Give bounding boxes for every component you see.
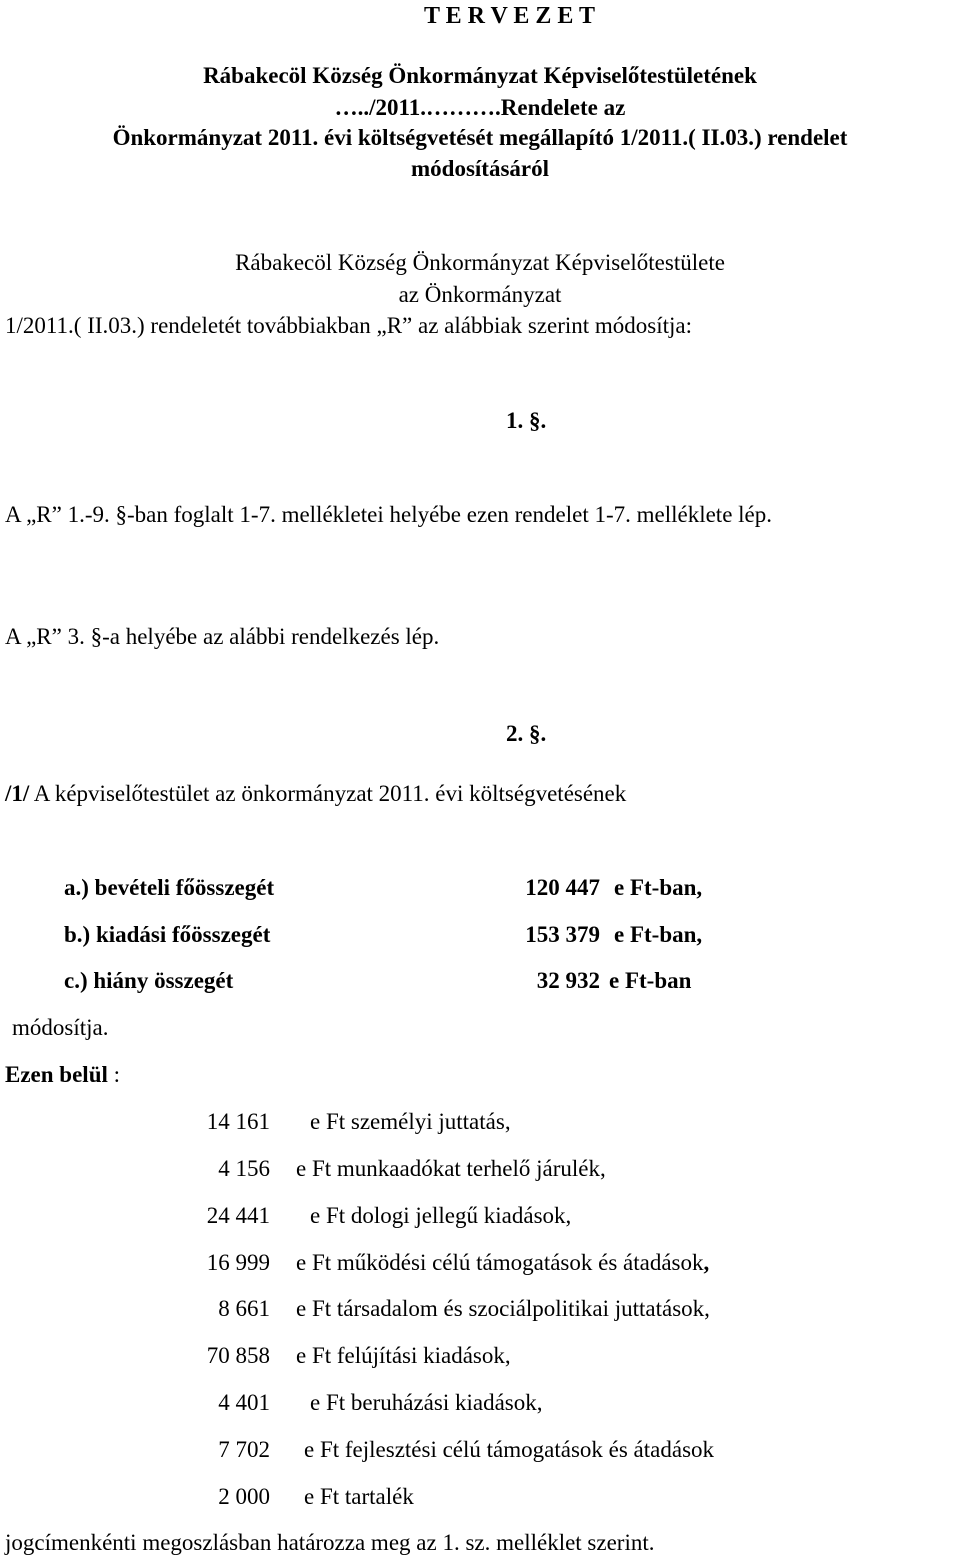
modifies-text: módosítja. [12, 1015, 109, 1040]
section-2-heading: 2. §. [506, 721, 547, 746]
revenue-total-unit: e Ft-ban, [614, 875, 703, 900]
revenue-total-label: a.) bevételi főösszegét [64, 875, 275, 900]
item-text: e Ft fejlesztési célú támogatások és átadások [304, 1437, 715, 1462]
item-text: e Ft dologi jellegű kiadások, [310, 1203, 572, 1228]
section-1-paragraph-1: A „R” 1.-9. §-ban foglalt 1-7. mellékletei helyébe ezen rendelet 1-7. melléklete lép. [5, 502, 772, 527]
item-text: e Ft felújítási kiadások, [296, 1343, 511, 1368]
title-line-1: Rábakecöl Község Önkormányzat Képviselőtestületének [203, 63, 757, 88]
item-amount: 7 702 [218, 1437, 270, 1462]
expenditure-total-unit: e Ft-ban, [614, 922, 703, 947]
preamble-line-3: 1/2011.( II.03.) rendeletét továbbiakban „R” az alábbiak szerint módosítja: [5, 313, 692, 338]
deficit-unit: e Ft-ban [609, 968, 692, 993]
item-amount: 4 401 [218, 1390, 270, 1415]
item-text: e Ft beruházási kiadások, [310, 1390, 543, 1415]
within-colon: : [107, 1062, 121, 1087]
deficit-amount: 32 932 [536, 968, 600, 993]
item-amount: 70 858 [206, 1343, 270, 1368]
title-line-4: módosításáról [411, 156, 549, 181]
item-text: e Ft működési célú támogatások és átadások [296, 1250, 704, 1275]
item-text: e Ft társadalom és szociálpolitikai juttatások, [296, 1296, 710, 1321]
title-line-3: Önkormányzat 2011. évi költségvetését megállapító 1/2011.( II.03.) rendelet [112, 125, 848, 150]
section-2-intro [5, 782, 626, 805]
within-heading [5, 1063, 120, 1086]
item-amount: 16 999 [206, 1250, 270, 1275]
draft-label: T E R V E Z E T [424, 3, 595, 29]
item-amount: 24 441 [206, 1203, 270, 1228]
section-2-intro-text: A képviselőtestület az önkormányzat 2011. évi költségvetésének [29, 781, 627, 806]
item-text: e Ft tartalék [304, 1484, 414, 1509]
revenue-total-amount: 120 447 [525, 875, 600, 900]
title-line-2: …../2011.……….Rendelete az [334, 95, 626, 120]
within-label: Ezen belül [5, 1062, 108, 1087]
item-amount: 4 156 [218, 1156, 270, 1181]
deficit-label: c.) hiány összegét [64, 968, 234, 993]
preamble-line-2: az Önkormányzat [398, 282, 562, 307]
item-amount: 2 000 [218, 1484, 270, 1509]
section-1-paragraph-2: A „R” 3. §-a helyébe az alábbi rendelkezés lép. [5, 624, 440, 649]
item-amount: 14 161 [206, 1109, 270, 1134]
paragraph-number: /1/ [5, 781, 30, 806]
expenditure-total-amount: 153 379 [525, 922, 600, 947]
item-text: e Ft munkaadókat terhelő járulék, [296, 1156, 606, 1181]
section-1-heading: 1. §. [506, 408, 547, 433]
item-amount: 8 661 [218, 1296, 270, 1321]
item-text: e Ft személyi juttatás, [310, 1109, 511, 1134]
preamble-line-1: Rábakecöl Község Önkormányzat Képviselőtestülete [235, 250, 725, 275]
item-text-row [296, 1251, 709, 1274]
item-trailing-comma: , [703, 1250, 710, 1275]
expenditure-total-label: b.) kiadási főösszegét [64, 922, 271, 947]
closing-text: jogcímenkénti megoszlásban határozza meg az 1. sz. melléklet szerint. [5, 1530, 655, 1555]
